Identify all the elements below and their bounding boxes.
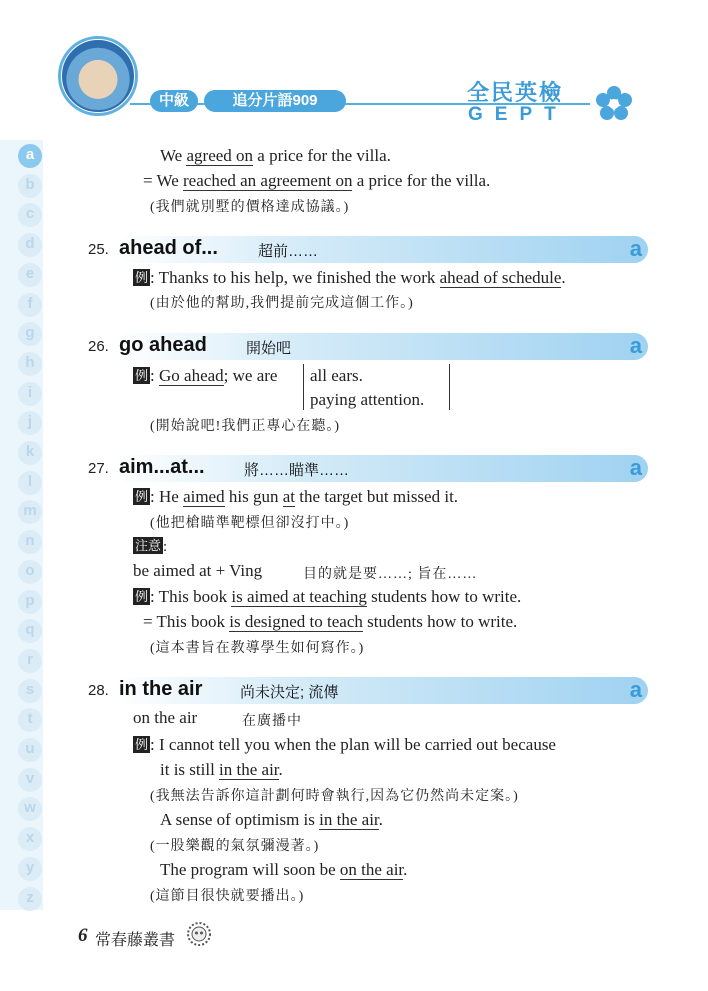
example-sentence: We agreed on a price for the villa. <box>160 146 391 165</box>
entry-number: 26. <box>88 338 109 355</box>
alphabet-index-sidebar <box>0 140 43 910</box>
index-tab-y[interactable]: y <box>18 857 42 881</box>
related-phrase: on the air <box>133 708 198 727</box>
index-tab-x[interactable]: x <box>18 827 42 851</box>
index-tab-z[interactable]: z <box>18 887 42 911</box>
gept-english-title: GEPT <box>468 104 568 125</box>
phrase-title: ahead of... <box>119 237 218 259</box>
index-tab-v[interactable]: v <box>18 768 42 792</box>
chinese-translation: (我無法告訴你這計劃何時會執行,因為它仍然尚未定案。) <box>150 789 519 804</box>
example-label: 例 <box>135 368 149 383</box>
phrase-title: in the air <box>119 678 203 700</box>
index-tab-e[interactable]: e <box>18 263 42 287</box>
index-tab-h[interactable]: h <box>18 352 42 376</box>
index-tab-g[interactable]: g <box>18 322 42 346</box>
index-tab-d[interactable]: d <box>18 233 42 257</box>
alternative-option: paying attention. <box>310 390 425 409</box>
index-tab-j[interactable]: j <box>18 411 42 435</box>
chinese-translation: (我們就別墅的價格達成協議。) <box>150 200 350 215</box>
note-pattern: be aimed at + Ving <box>133 561 263 580</box>
index-tab-a[interactable]: a <box>18 144 42 168</box>
entry-number: 25. <box>88 241 109 258</box>
phrase-bar <box>114 333 648 360</box>
phrase-meaning: 尚未決定; 流傳 <box>240 684 339 701</box>
index-tab-l[interactable]: l <box>18 471 42 495</box>
chinese-translation: (一股樂觀的氣氛彌漫著。) <box>150 839 320 854</box>
index-tab-n[interactable]: n <box>18 530 42 554</box>
index-tab-f[interactable]: f <box>18 293 42 317</box>
phrase-meaning: 將……瞄準…… <box>244 462 350 479</box>
example-sentence: 例 : He aimed his gun at the target but missed it. <box>135 487 459 506</box>
phrase-meaning: 超前…… <box>258 243 319 260</box>
letter-marker: a <box>629 677 642 702</box>
note-heading: 注意 : <box>135 538 168 555</box>
example-sentence: 例 : Go ahead; we are <box>135 366 278 385</box>
index-tab-k[interactable]: k <box>18 441 42 465</box>
phrase-meaning: 開始吧 <box>246 340 292 357</box>
phrase-bar <box>114 677 648 704</box>
series-title-pill: 追分片語909 <box>204 90 346 112</box>
index-tab-c[interactable]: c <box>18 203 42 227</box>
page-number: 6 <box>78 925 88 946</box>
chinese-translation: (開始說吧!我們正專心在聽。) <box>150 419 340 434</box>
example-sentence: 例 : This book is aimed at teaching students how to write. <box>135 587 522 606</box>
index-tab-t[interactable]: t <box>18 708 42 732</box>
phrase-bar <box>114 455 648 482</box>
alternative-option: all ears. <box>310 366 363 385</box>
example-label: 例 <box>135 737 149 752</box>
example-sentence-alt: = We reached an agreement on a price for the villa. <box>143 171 491 190</box>
phrase-title: aim...at... <box>119 456 205 478</box>
index-tab-s[interactable]: s <box>18 679 42 703</box>
chinese-translation: (這本書旨在教導學生如何寫作。) <box>150 641 365 656</box>
example-sentence: A sense of optimism is in the air. <box>160 810 383 829</box>
phrase-bar <box>114 236 648 263</box>
entry-number: 27. <box>88 460 109 477</box>
letter-marker: a <box>629 455 642 480</box>
example-label: 例 <box>135 270 149 285</box>
example-sentence-alt: = This book is designed to teach students how to write. <box>143 612 518 631</box>
chinese-translation: (這節目很快就要播出。) <box>150 889 305 904</box>
letter-marker: a <box>629 236 642 261</box>
publisher-logo-icon <box>186 921 212 947</box>
index-tab-r[interactable]: r <box>18 649 42 673</box>
level-pill: 中級 <box>150 90 198 112</box>
index-tab-p[interactable]: p <box>18 590 42 614</box>
example-sentence: 例 : I cannot tell you when the plan will be carried out because <box>135 735 556 754</box>
note-label: 注意 <box>135 538 162 553</box>
index-tab-m[interactable]: m <box>18 500 42 524</box>
example-label: 例 <box>135 589 149 604</box>
example-label: 例 <box>135 489 149 504</box>
index-tab-i[interactable]: i <box>18 382 42 406</box>
index-tab-u[interactable]: u <box>18 738 42 762</box>
index-tab-q[interactable]: q <box>18 619 42 643</box>
phrase-title: go ahead <box>119 334 207 356</box>
entry-number: 28. <box>88 682 109 699</box>
chinese-translation: (由於他的幫助,我們提前完成這個工作。) <box>150 296 414 311</box>
publisher-name: 常春藤叢書 <box>95 932 176 949</box>
related-phrase-meaning: 在廣播中 <box>242 714 302 729</box>
index-tab-b[interactable]: b <box>18 174 42 198</box>
flower-icon <box>594 84 634 124</box>
example-sentence-cont: it is still in the air. <box>160 760 283 779</box>
chinese-translation: (他把槍瞄準靶標但卻沒打中。) <box>150 516 350 531</box>
author-portrait-logo <box>62 40 134 112</box>
index-tab-w[interactable]: w <box>18 797 42 821</box>
example-sentence: The program will soon be on the air. <box>160 860 408 879</box>
note-meaning: 目的就是要……; 旨在…… <box>303 567 478 582</box>
example-sentence: 例 : Thanks to his help, we finished the work ahead of schedule. <box>135 268 566 287</box>
gept-chinese-title: 全民英檢 <box>467 80 564 105</box>
letter-marker: a <box>629 333 642 358</box>
index-tab-o[interactable]: o <box>18 560 42 584</box>
